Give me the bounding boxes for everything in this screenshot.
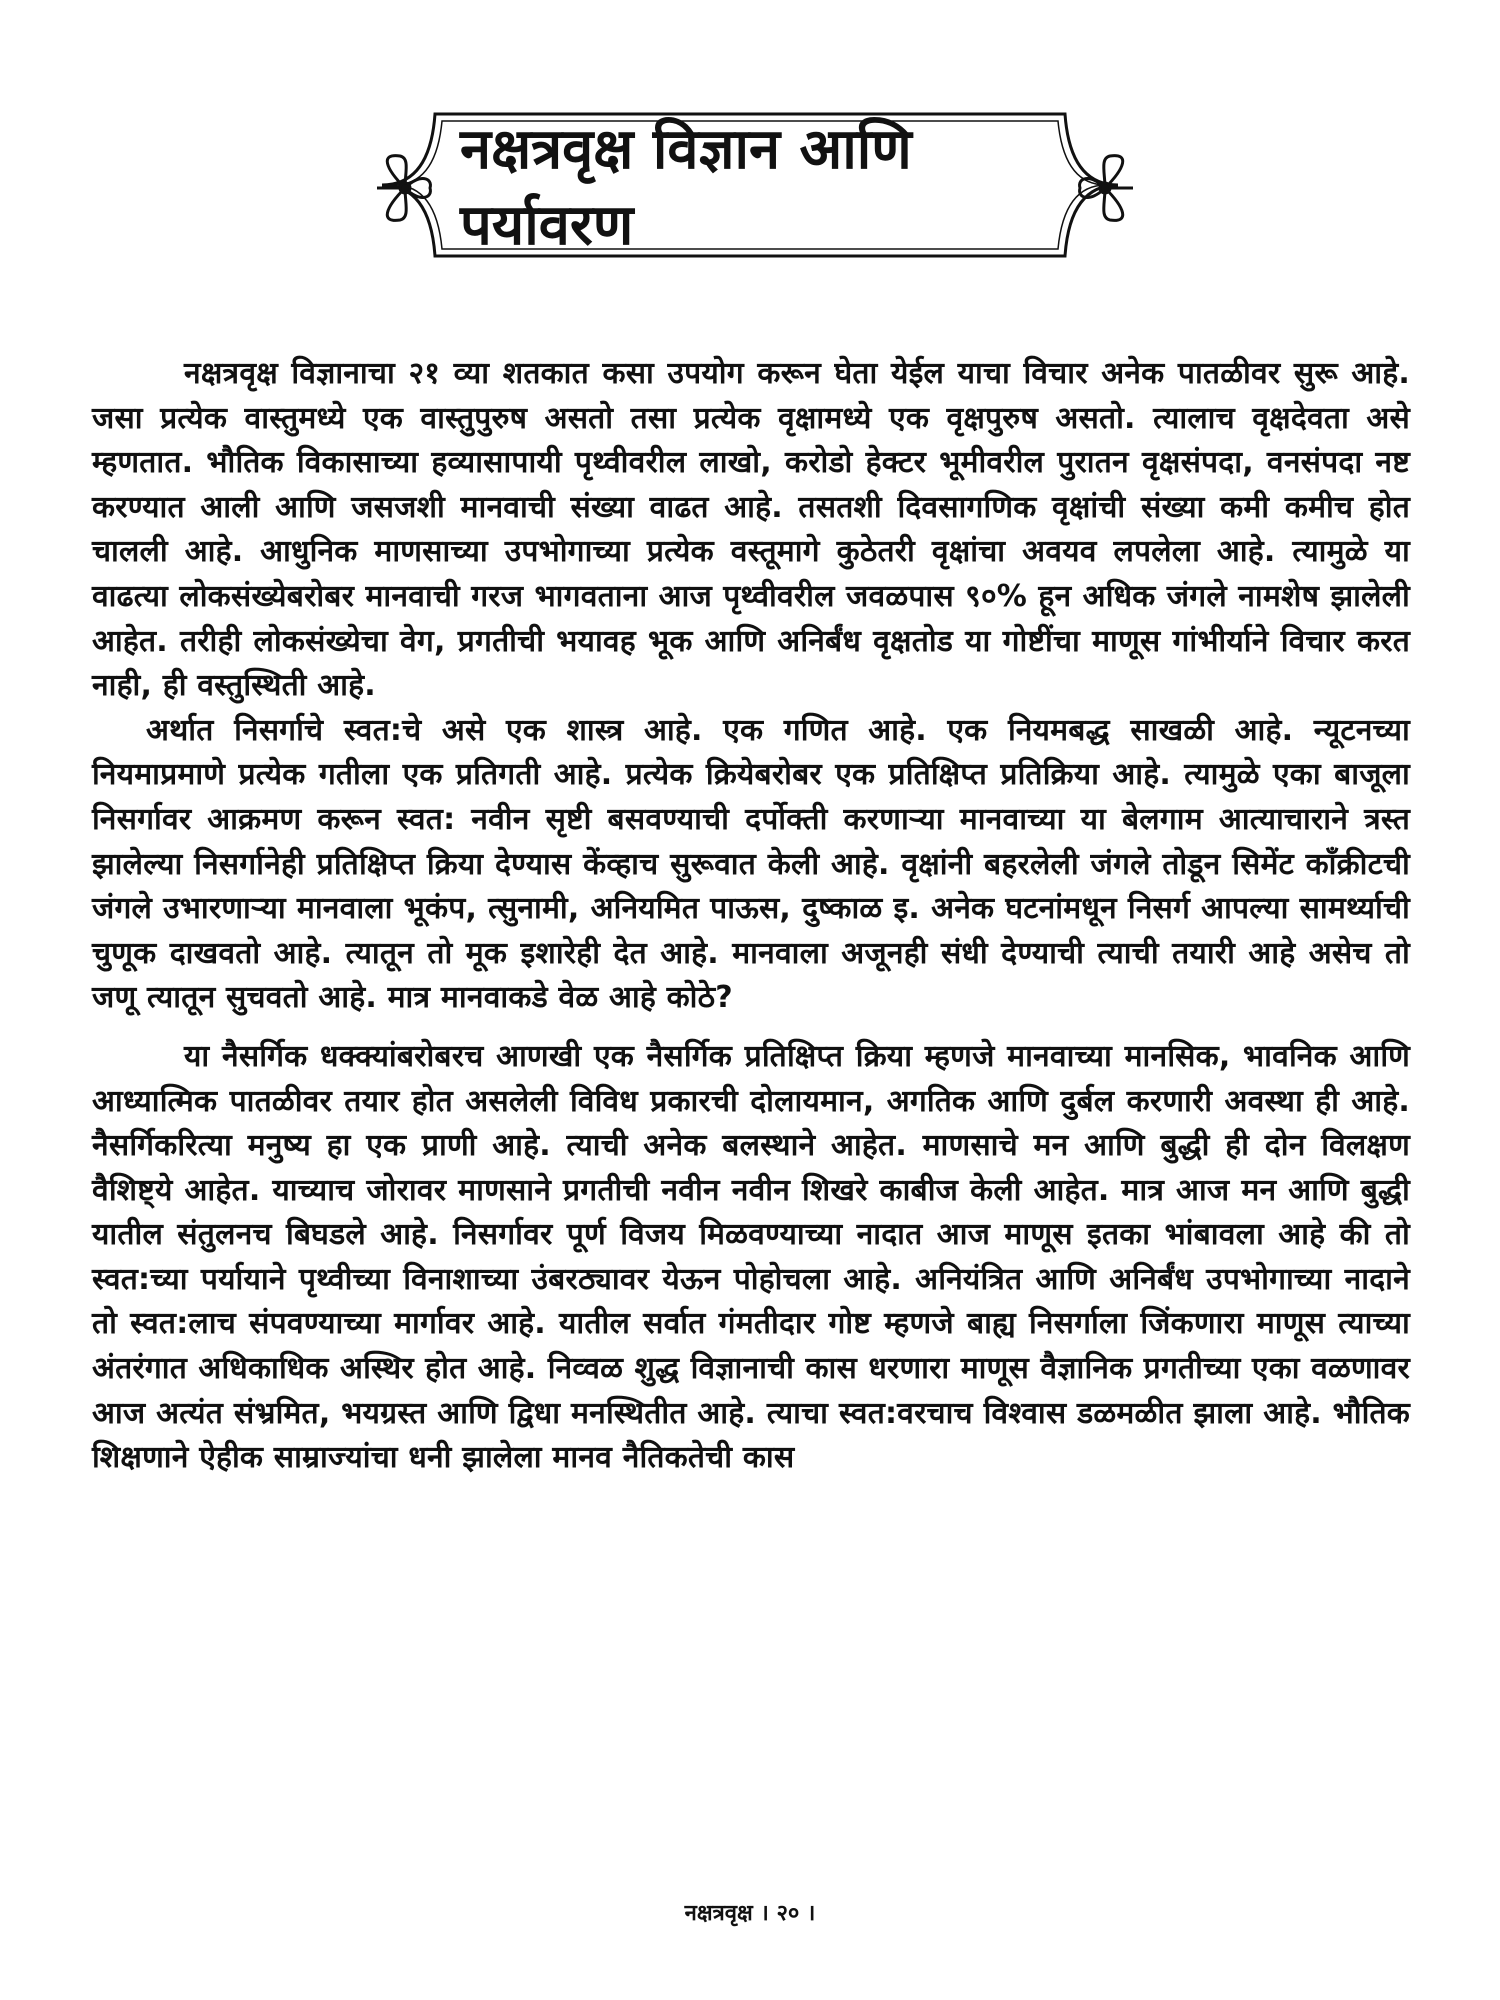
article-body <box>92 352 1410 1481</box>
left-floral-ornament-icon <box>375 148 435 228</box>
page-title: नक्षत्रवृक्ष विज्ञान आणि पर्यावरण <box>460 117 912 258</box>
title-banner <box>380 112 1120 258</box>
paragraph-3: या नैसर्गिक धक्क्यांबरोबरच आणखी एक नैसर्गिक प्रतिक्षिप्त क्रिया म्हणजे मानवाच्या मानसिक, भावनिक आणि आध्यात्मिक पातळीवर तयार होत असलेली विविध प्रकारची दोलायमान, अगतिक आणि दुर्बल करणारी अवस्था ही आहे. नैसर्गिकरित्या मनुष्य हा एक प्राणी आहे. त्याची अनेक बलस्थाने आहेत. माणसाचे मन आणि बुद्धी ही दोन विलक्षण वैशिष्ट्ये आहेत. याच्याच जोरावर माणसाने प्रगतीची नवीन नवीन शिखरे काबीज केली आहेत. मात्र आज मन आणि बुद्धी यातील संतुलनच बिघडले आहे. निसर्गावर पूर्ण विजय मिळवण्याच्या नादात आज माणूस इतका भांबावला आहे की तो स्वत:च्या पर्यायाने पृथ्वीच्या विनाशाच्या उंबरठ्यावर येऊन पोहोचला आहे. अनियंत्रित आणि अनिर्बंध उपभोगाच्या नादाने तो स्वत:लाच संपवण्याच्या मार्गावर आहे. यातील सर्वात गंमतीदार गोष्ट म्हणजे बाह्य निसर्गाला जिंकणारा माणूस त्याच्या अंतरंगात अधिकाधिक अस्थिर होत आहे. निव्वळ शुद्ध विज्ञानाची कास धरणारा माणूस वैज्ञानिक प्रगतीच्या एका वळणावर आज अत्यंत संभ्रमित, भयग्रस्त आणि द्विधा मनस्थितीत आहे. त्याचा स्वत:वरचाच विश्वास डळमळीत झाला आहे. भौतिक शिक्षणाने ऐहीक साम्राज्यांचा धनी झालेला मानव नैतिकतेची कास <box>92 1038 1410 1476</box>
paragraph-2: अर्थात निसर्गाचे स्वत:चे असे एक शास्त्र आहे. एक गणित आहे. एक नियमबद्ध साखळी आहे. न्यूटनच्या नियमाप्रमाणे प्रत्येक गतीला एक प्रतिगती आहे. प्रत्येक क्रियेबरोबर एक प्रतिक्षिप्त प्रतिक्रिया आहे. त्यामुळे एका बाजूला निसर्गावर आक्रमण करून स्वत: नवीन सृष्टी बसवण्याची दर्पोक्ती करणाऱ्या मानवाच्या या बेलगाम आत्याचाराने त्रस्त झालेल्या निसर्गानेही प्रतिक्षिप्त क्रिया देण्यास केंव्हाच सुरूवात केली आहे. वृक्षांनी बहरलेली जंगले तोडून सिमेंट कॉंक्रीटची जंगले उभारणाऱ्या मानवाला भूकंप, त्सुनामी, अनियमित पाऊस, दुष्काळ इ. अनेक घटनांमधून निसर्ग आपल्या सामर्थ्याची चुणूक दाखवतो आहे. त्यातून तो मूक इशारेही देत आहे. मानवाला अजूनही संधी देण्याची त्याची तयारी आहे असेच तो जणू त्यातून सुचवतो आहे. मात्र मानवाकडे वेळ आहे कोठे? <box>92 712 1410 1016</box>
right-floral-ornament-icon <box>1075 148 1135 228</box>
page-footer: नक्षत्रवृक्ष । २० । <box>684 1901 816 1926</box>
paragraph-1: नक्षत्रवृक्ष विज्ञानाचा २१ व्या शतकात कसा उपयोग करून घेता येईल याचा विचार अनेक पातळीवर सुरू आहे. जसा प्रत्येक वास्तुमध्ये एक वास्तुपुरुष असतो तसा प्रत्येक वृक्षामध्ये एक वृक्षपुरुष असतो. त्यालाच वृक्षदेवता असे म्हणतात. भौतिक विकासाच्या हव्यासापायी पृथ्वीवरील लाखो, करोडो हेक्टर भूमीवरील पुरातन वृक्षसंपदा, वनसंपदा नष्ट करण्यात आली आणि जसजशी मानवाची संख्या वाढत आहे. तसतशी दिवसागणिक वृक्षांची संख्या कमी कमीच होत चालली आहे. आधुनिक माणसाच्या उपभोगाच्या प्रत्येक वस्तूमागे कुठेतरी वृक्षांचा अवयव लपलेला आहे. त्यामुळे या वाढत्या लोकसंख्येबरोबर मानवाची गरज भागवताना आज पृथ्वीवरील जवळपास ९०% हून अधिक जंगले नामशेष झालेली आहेत. तरीही लोकसंख्येचा वेग, प्रगतीची भयावह भूक आणि अनिर्बंध वृक्षतोड या गोष्टींचा माणूस गांभीर्याने विचार करत नाही, ही वस्तुस्थिती आहे. <box>92 356 1410 704</box>
